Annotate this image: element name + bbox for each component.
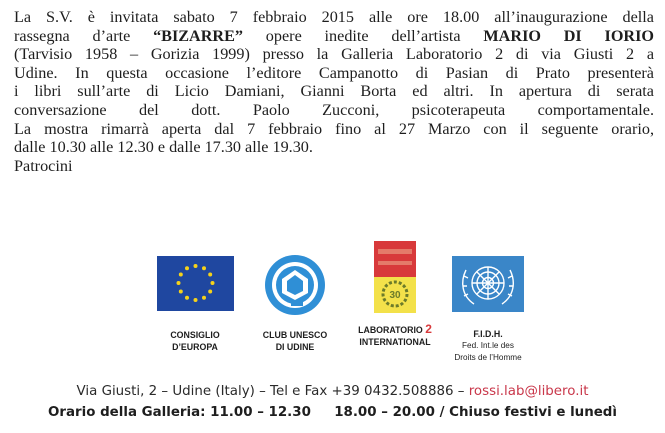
invitation-line-2-text-b: opere inedite dell’artista bbox=[243, 26, 484, 45]
logo-caption-lab-line-2: INTERNATIONAL bbox=[359, 337, 431, 347]
logo-caption-unesco bbox=[245, 329, 345, 353]
club-unesco-icon bbox=[263, 253, 327, 317]
invitation-line-8: dalle 10.30 alle 12.30 e dalle 17.30 alle 19.30. bbox=[14, 138, 313, 157]
logo-caption-fidh-line-2: Fed. Int.le des bbox=[462, 341, 514, 350]
logo-caption-unesco-line-1: CLUB UNESCO bbox=[262, 330, 328, 340]
logo-consiglio-europa bbox=[150, 256, 240, 353]
logo-caption-unesco-line-2: DI UDINE bbox=[275, 342, 315, 352]
footer-address: Via Giusti, 2 – Udine (Italy) – Tel e Fax +39 0432.508886 – bbox=[76, 384, 469, 399]
logo-caption-fidh-line-3: Droits de l’Homme bbox=[454, 353, 522, 362]
footer-hours: Orario della Galleria: 11.00 – 12.30 18.00 – 20.00 / Chiuso festivi e lunedì bbox=[48, 405, 617, 420]
invitation-line-7: La mostra rimarrà aperta dal 7 febbraio fino al 27 Marzo con il seguente orario, bbox=[14, 119, 654, 138]
artist-name: MARIO DI IORIO bbox=[483, 26, 654, 45]
logo-caption-lab-line-1 bbox=[345, 323, 445, 336]
footer-contact bbox=[0, 384, 665, 399]
invitation-line-3: (Tarvisio 1958 – Gorizia 1999) presso la Galleria Laboratorio 2 di via Giusti 2 a bbox=[14, 45, 654, 64]
invitation-line-4: Udine. In questa occasione l’editore Campanotto di Pasian di Prato presenterà bbox=[14, 63, 654, 82]
footer-email[interactable]: rossi.lab@libero.it bbox=[468, 384, 589, 399]
eu-flag-icon bbox=[157, 256, 234, 311]
exhibition-title: “BIZARRE” bbox=[153, 26, 244, 45]
invitation-line-6: conversazione del dott. Paolo Zucconi, psicoterapeuta comportamentale. bbox=[14, 100, 654, 119]
logo-caption-lab-word: LABORATORIO bbox=[358, 325, 426, 335]
logo-caption-eu bbox=[150, 329, 240, 353]
invitation-line-5: i libri sull’arte di Licio Damiani, Gianni Borta ed altri. In apertura di serata bbox=[14, 82, 654, 101]
logo-caption-lab bbox=[345, 323, 445, 348]
invitation-line-2 bbox=[14, 27, 654, 46]
logo-caption-fidh-line-1: F.I.D.H. bbox=[473, 329, 503, 339]
laboratorio-2-icon bbox=[374, 241, 416, 313]
logo-caption-fidh bbox=[438, 328, 538, 364]
patrocini-label: Patrocini bbox=[14, 156, 73, 175]
logo-fidh bbox=[438, 256, 538, 364]
invitation-text bbox=[14, 8, 654, 175]
un-emblem-icon bbox=[452, 256, 524, 312]
invitation-line-2-text: rassegna d’arte bbox=[14, 26, 154, 45]
logo-laboratorio-2 bbox=[345, 241, 445, 348]
logo-caption-eu-line-2: D’EUROPA bbox=[172, 342, 218, 352]
logo-caption-eu-line-1: CONSIGLIO bbox=[170, 330, 220, 340]
lab-anniversary-number: 30 bbox=[389, 290, 401, 301]
logo-caption-lab-two: 2 bbox=[425, 322, 432, 336]
invitation-line-1: La S.V. è invitata sabato 7 febbraio 2015 alle ore 18.00 all’inaugurazione della bbox=[14, 8, 654, 26]
logo-club-unesco bbox=[245, 253, 345, 353]
